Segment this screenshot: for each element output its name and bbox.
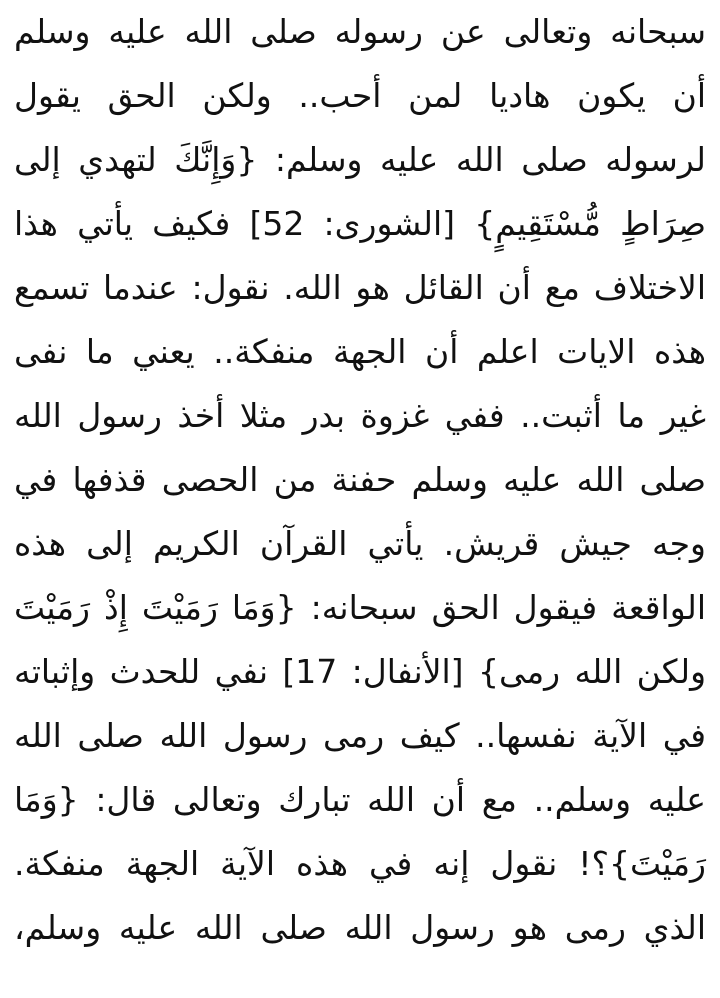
text-line-13: عليه وسلم.. مع أن الله تبارك وتعالى قال: {وَمَا — [14, 780, 706, 819]
text-line-15: الذي رمى هو رسول الله صلى الله عليه وسلم، — [14, 908, 706, 947]
text-line-5: الاختلاف مع أن القائل هو الله. نقول: عندما تسمع — [14, 268, 706, 307]
text-line-14: رَمَيْتَ}؟! نقول إنه في هذه الآية الجهة منفكة. — [14, 844, 706, 883]
text-line-12: في الآية نفسها.. كيف رمى رسول الله صلى الله — [14, 716, 706, 755]
text-line-9: وجه جيش قريش. يأتي القرآن الكريم إلى هذه — [14, 524, 706, 563]
text-line-11: ولكن الله رمى} [الأنفال: 17] نفي للحدث وإثباته — [14, 652, 707, 691]
text-line-8: صلى الله عليه وسلم حفنة من الحصى قذفها في — [14, 460, 706, 499]
text-line-7: غير ما أثبت.. ففي غزوة بدر مثلا أخذ رسول الله — [14, 396, 706, 435]
text-line-10: الواقعة فيقول الحق سبحانه: {وَمَا رَمَيْتَ إِذْ رَمَيْتَ — [14, 588, 706, 627]
text-line-1: سبحانه وتعالى عن رسوله صلى الله عليه وسلم — [14, 12, 706, 51]
text-line-2: أن يكون هاديا لمن أحب.. ولكن الحق يقول — [14, 76, 706, 115]
text-line-4: صِرَاطٍ مُّسْتَقِيمٍ} [الشورى: 52] فكيف يأتي هذا — [14, 204, 706, 243]
text-line-3: لرسوله صلى الله عليه وسلم: {وَإِنَّكَ لتهدي إلى — [14, 140, 706, 179]
text-line-6: هذه الايات اعلم أن الجهة منفكة.. يعني ما نفى — [14, 332, 706, 371]
